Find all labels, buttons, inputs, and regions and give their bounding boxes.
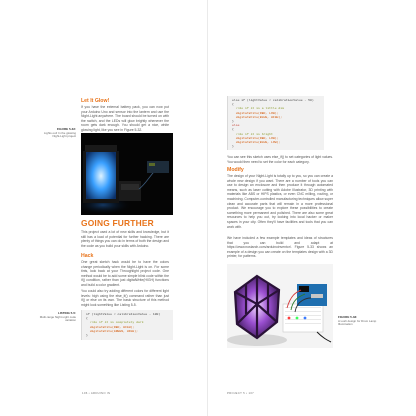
- heading-let-it-glow: Let It Glow!: [81, 98, 110, 104]
- paragraph-modify-2: We have included a few example templates and ideas of structures that you can build and adapt at https://www.nostarch.com/arduinoinventor/. Figure 5-33 shows an example of a design you can create on the templates design with a 3D printer, for patterns.: [227, 236, 333, 259]
- code-line: }: [86, 333, 88, 338]
- code-line: else: [232, 123, 240, 128]
- paragraph-modify-1: The design of your Night-Light is totally up to you, so you can create a whole new design if you want. There are a number of tools you can use to design an enclosure and then produce it through automated means, such as laser cutting with Adobe Illustrator, 3D printing with materials like ABS or HIPS plastics, or even CNC milling, routing, or machining. Computer-controlled manufacturing techniques allow super clean and accurate parts that will remain in a more professional product. We encourage you to explore these possibilities to create something more permanent and polished. There are also some great resources to help you out, try looking into local hacker or maker spaces in your city. Often they'll have facilities and tools that you can work with.: [227, 174, 333, 229]
- code-line: else if (lightValue < calibrationValue - 50): [232, 98, 314, 102]
- heading-going-further: GOING FURTHER: [81, 218, 154, 228]
- code-line: {: [232, 127, 234, 132]
- code-line: }: [232, 144, 234, 149]
- code-line: digitalWrite(BLUE, HIGH);: [232, 114, 283, 119]
- code-line: digitalWrite(RED, LOW);: [232, 135, 279, 140]
- figure-text: A Lush design for Drum Lamp Illumination: [338, 318, 377, 327]
- code-line: //do if it is completely dark: [86, 320, 144, 325]
- drum-lamp-photo: [227, 264, 333, 348]
- code-line: digitalWrite(RED, HIGH);: [86, 324, 135, 329]
- code-line: {: [232, 102, 234, 107]
- figure-label: FIGURE 5-32:: [56, 127, 76, 131]
- right-page: [208, 0, 416, 416]
- paragraph-hack-2: You could also try adding different colors for different light levels: high using the else_if() command rather than just if() or else on its own. The basic structure of this method might look something like Listing 5-5.: [81, 289, 169, 307]
- code-line: digitalWrite(GREEN, HIGH);: [86, 328, 138, 333]
- listing-text: Multi-range Night-Light code variation: [39, 314, 76, 323]
- heading-hack: Hack: [81, 253, 94, 259]
- figure-label: FIGURE 5-33:: [338, 315, 358, 319]
- figure-text: Lights out! In the glowing Night-Light project: [44, 130, 76, 139]
- figure-caption-5-33: [338, 316, 380, 327]
- left-page-footer: 106 • ARDUINO IN: [82, 391, 111, 395]
- code-line: {: [86, 316, 88, 321]
- glowing-lantern-image: [81, 133, 173, 215]
- night-light-photo: [81, 133, 173, 215]
- listing-caption-5-5: [38, 312, 76, 323]
- code-listing-5-5-part-1: [81, 310, 173, 340]
- paragraph-let-it-glow: If you have the external battery pack, you can now put your Arduino Uno and sensor into the lantern and use the Night-Light anywhere. The board should be turned on with the switch, and the LEDs will glow brightly whenever the room gets dark enough. You should get a nice, white glowing light, like you see in Figure 5-32.: [81, 105, 169, 132]
- heading-modify: Modify: [227, 167, 244, 173]
- code-line: //do if it is bright: [232, 131, 273, 136]
- listing-label: LISTING 5-5:: [57, 311, 76, 315]
- paragraph-after-code: You can see this sketch uses else_if() to set categories of light values. You would then need to set the color for each category.: [227, 155, 333, 164]
- code-listing-5-5-part-2: [227, 96, 324, 150]
- geometric-lamp-image: [227, 264, 333, 348]
- figure-caption-5-32: [38, 128, 76, 139]
- code-line: }: [232, 119, 234, 124]
- code-line: if (lightValue < calibrationValue - 100): [86, 312, 161, 316]
- code-line: //do if it is a little dim: [232, 106, 284, 111]
- code-line: digitalWrite(RED, LOW);: [232, 110, 279, 115]
- right-page-footer: PROJECT 5 • 107: [227, 391, 255, 395]
- code-line: digitalWrite(BLUE, LOW);: [232, 140, 281, 145]
- paragraph-hack-1: One great sketch hack would be to have the colors change periodically when the Night-Light is on. For some tints, look back at your Throughlight project code. One method would be to add some simple blink code within the if() condition, rather than just digitalWrite(HIGH) functions and build a color gradient.: [81, 260, 169, 287]
- paragraph-going-further: This project used a lot of new skills and knowledge, but it still has a load of potential for further hacking. There are plenty of things you can do in terms of both the design and the code as you build your skills with Arduino.: [81, 230, 169, 248]
